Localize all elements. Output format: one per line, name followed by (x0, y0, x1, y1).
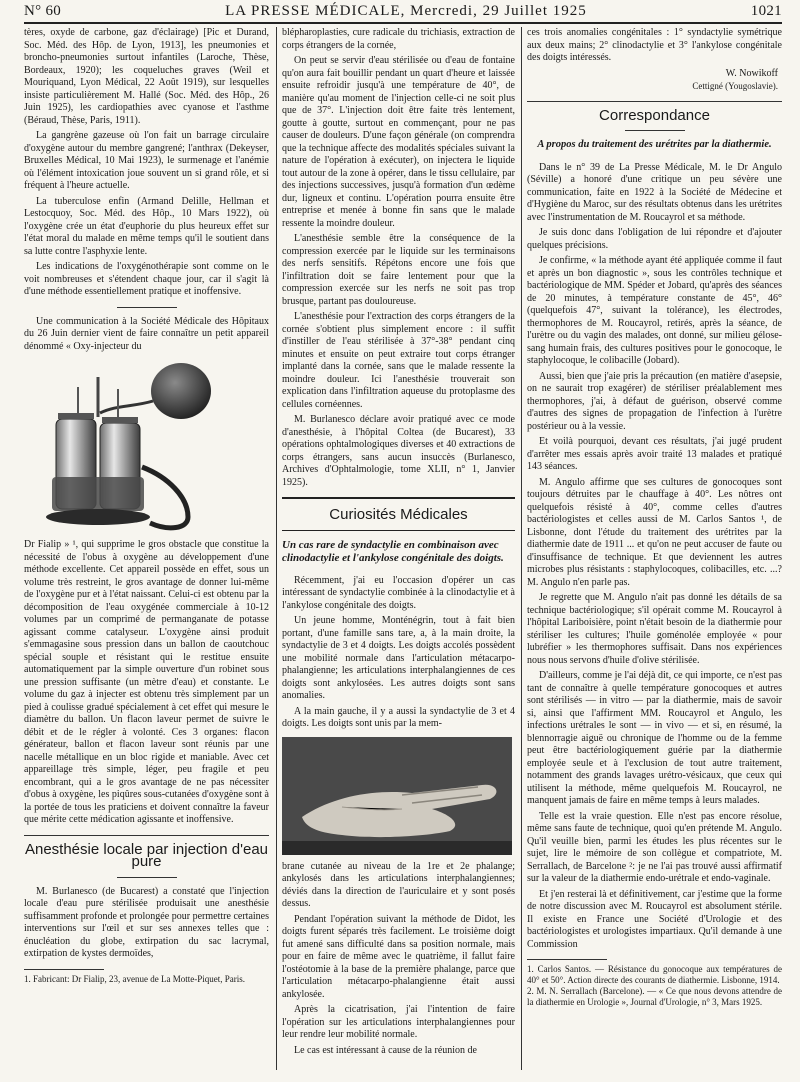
paragraph: Et j'en resterai là et définitivement, car j'estime que la forme de notre discussion avec M. Roucayrol est absolument stérile. Il existe en France une Société d'Urologie et des bactériologistes et urologistes impartiaux. Qu'il demande à une Commission (527, 888, 782, 950)
paragraph: tères, oxyde de carbone, gaz d'éclairage) [Pic et Durand, Soc. Méd. des Hôp. de Lyon, 1913], les pneumonies et broncho-pneumonies surtout infantiles (Laroche, Thèse, Bordeaux, 1920); les coqueluches graves (Weil et Mouriquand, Lyon Médical, 22 Août 1919), sur lesquelles insiste particulièrement M. Hallé (Soc. Méd. des Hôp., 26 Juin 1925), les cardiopathies avec cyanose et l'asthme (Béraud, Thèse, Paris, 1911). (24, 27, 269, 126)
paragraph: Et voilà pourquoi, devant ces résultats, j'ai jugé prudent d'arrêter mes essais après avoir traité 13 malades et pratiqué 143 séances. (527, 436, 782, 472)
article-subtitle: Un cas rare de syndactylie en combinaison avec clinodactylie et l'ankylose congénitale des doigts. (282, 538, 504, 564)
curiosites-header (282, 497, 515, 531)
section-title-curiosites: Curiosités Médicales (329, 506, 468, 523)
footnote: 1. Carlos Santos. — Résistance du gonocoque aux températures de 40° et 50°. Action directe des courants de diathermie. Lisbonne, 1914. (527, 964, 782, 985)
paragraph: brane cutanée au niveau de la 1re et 2e phalange; ankylosés dans les articulations interphalangiennes; déviés dans la direction de l'auriculaire et y sont posés dessus. (282, 860, 515, 909)
column-divider (521, 27, 522, 1070)
paragraph: On peut se servir d'eau stérilisée ou d'eau de fontaine qu'on aura fait bouillir pendant un quart d'heure et laissée ensuite refroidir jusqu'à une température de 40°, de manière qu'au moment de l'injection celle-ci ne soit plus que de 37°. L'injection doit être faite très lentement, goutte à goutte, surtout en commençant, pour ne pas causer de douleurs. D'une façon générale (on comprendra que la technique affecte des modalités spéciales suivant la nature de l'opération à exécuter), on injectera le liquide tout autour de la zone à opérer, dans le tissu cellulaire, par des injections successives, jusqu'à formation d'un œdème dur, ligneux et continu. L'opération pourra ensuite être entreprise et menée à bonne fin sans que le malade ressente la moindre douleur. (282, 55, 515, 229)
page-header (24, 0, 782, 22)
section-title-correspondance: Correspondance (599, 106, 710, 124)
paragraph: D'ailleurs, comme je l'ai déjà dit, ce qui importe, ce n'est pas tant de connaître à quelle température gonocoques et autres sont stérilisés — in vitro — par la diathermie, mais de savoir si, ainsi que l'affirment MM. Roucayrol et Angulo, les infections urétrales le sont — in vivo — et si, en résumé, la blennorragie aiguë ou chronique de l'homme ou de la femme peut être bactériologiquement guérie par la diathermie employée seule et à l'exclusion de tout autre traitement, notamment des grands lavages urétro-vésicaux, que ceux qui utilisent la méthode, même quelquefois M. Roucayrol, ne manquent jamais de faire en même temps à leurs malades. (527, 670, 782, 806)
header-rule (24, 22, 782, 24)
paragraph: Après la cicatrisation, j'ai l'intention de faire l'opération sur les articulations interphalangiennes pour leur rendre leur mobilité normale. (282, 1004, 515, 1040)
paragraph: L'anesthésie semble être la conséquence de la compression exercée par le liquide sur les terminaisons des nerfs sensitifs. Répétons encore une fois que l'infiltration doit se faire lentement pour que la compression exercée sur les nerfs ne soit pas trop brusque, partant pas douloureuse. (282, 233, 515, 307)
paragraph: Les indications de l'oxygénothérapie sont comme on le voit nombreuses et s'étendent chaque jour, car il s'agit là d'une méthode essentiellement pratique et inoffensive. (24, 261, 269, 297)
column-2 (282, 27, 515, 1082)
paragraph: Récemment, j'ai eu l'occasion d'opérer un cas intéressant de syndactylie combinée à la clinodactylie et à l'ankylose congénitale des doigts. (282, 574, 515, 611)
separator (24, 835, 269, 836)
paragraph: Un jeune homme, Monténégrin, tout à fait bien portant, d'une famille sans tare, a, à la main droite, la syndactylie de 3 et 4 doigts. Les doigts accolés possèdent une mobilité normale dans l'articulation métacarpo-phalangienne; les articulations interphalangiennes de ces doigts sont ankylosées. Les autres doigts sont sans anomalies. (282, 615, 515, 701)
paragraph: Aussi, bien que j'aie pris la précaution (en matière d'asepsie, on ne saurait trop exagérer) de stériliser préalablement mes thermophores, j'ai, à défaut de guérison, observé comme d'autres des signes de propagation de l'infection à l'urètre postérieur ou à la vessie. (527, 370, 782, 432)
oxy-injector-illustration (38, 357, 218, 535)
paragraph: M. Burlanesco (de Bucarest) a constaté que l'injection locale d'eau pure stérilisée produisait une anesthésie suffisamment profonde et prolongée pour permettre certaines interventions sur l'œil et sur ses annexes telles que : énucléation du globe, extirpation du sac lacrymal, extirpation de kystes dermoïdes, (24, 885, 269, 959)
footnote-rule (24, 969, 104, 970)
paragraph: ces trois anomalies congénitales : 1° syndactylie symétrique aux deux mains; 2° clinodactylie et 3° l'ankylose congénitale des doigts intéressés. (527, 27, 782, 63)
issue-number: N° 60 (24, 2, 62, 19)
paragraph: Dans le n° 39 de La Presse Médicale, M. le Dr Angulo (Séville) a honoré d'une critique un peu sévère une communication, faite en 1922 à la Société de Médecine et d'Hygiène du Maroc, sur des résultats obtenus dans les urétrites avec l'instrumentation de M. Roucayrol et sa méthode. (527, 161, 782, 223)
paragraph: M. Angulo affirme que ses cultures de gonocoques sont toujours détruites par le chauffage à 40°. Les nôtres ont quelquefois résisté à 40°, comme celles d'autres bactériologistes et celles aussi de M. Carlos Santos ¹, de Lisbonne, dont l'étude du traitement des urétrites par la diathermie date de 1911 ... et qu'on ne peut accuser de faute ou d'insuffisance de technique. Et que deviennent les autres microbes plus résistants : staphylocoques, colibacilles, etc. ...? M. Angulo n'en parle pas. (527, 476, 782, 588)
paragraph: Je confirme, « la méthode ayant été appliquée comme il faut et après un bon diagnostic », sous les contrôles technique et bactériologique de MM. Spéder et Jobard, qu'après des séances de 20 minutes, à température constante de 45°, 46° (quelquefois 47°, suivant la tolérance), les électrodes, thermophores de M. Roucayrol, retirés, après la séance, de l'urètre ou du vagin des malades, ont donné, sur milieu gélose-sang humain frais, des cultures positives pour le gonocoque, le staphylocoque, le colibacille (Jobard). (527, 255, 782, 366)
separator (117, 307, 177, 308)
page-number: 1021 (750, 2, 782, 19)
article-subtitle: A propos du traitement des urétrites par la diathermie. (537, 139, 772, 150)
paragraph: Dr Fialip » ¹, qui supprime le gros obstacle que constitue la nécessité de l'obus à oxygène au développement d'une méthode excellente. Cet appareil possède en effet, sous un volume très restreint, le gros avantage de donner lui-même de l'oxygène pur et à l'état naissant. Celui-ci est obtenu par la décomposition de l'eau oxygénée commerciale à 10-12 volumes par un comprimé de permanganate de potasse agissant comme catalyseur. L'oxygène ainsi produit s'emmagasine sous pression dans un ballon de caoutchouc spécial souple et résistant qui le restitue ensuite automatiquement par la simple ouverture d'un robinet sous une pression suffisante (un mètre d'eau) et constante. Le volume du gaz à injecter est obtenu très simplement par un pied à coulisse gradué spécialement à cet effet qui mesure le diamètre du ballon. Un flacon laveur permet de suivre le débit et de le régler à volonté. Ces 3 organes: flacon générateur, ballon et flacon laveur sont réunis par une nacelle métallique en un bloc rigide et maniable. Avec cet appareillage très simple, léger, peu fragile et peu encombrant, qui a le gros avantage de ne pas nécessiter d'obus à oxygène, les piqûres sous-cutanées d'oxygène sont à la portée de tous les praticiens et doivent connaître la faveur que mérite cette médication agissante et inoffensive. (24, 539, 269, 825)
author-signature: W. Nowikoff (725, 67, 778, 79)
footnote: 2. M. N. Serrallach (Barcelone). — « Ce que nous devons attendre de la diathermie en Urologie », Journal d'Urologie, n° 3, Mars 1925. (527, 986, 782, 1007)
paragraph: Telle est la vraie question. Elle n'est pas encore résolue, même sans faute de technique, quoi qu'en prétende M. Angulo. Qu'il veuille bien, parmi les études les plus récentes sur le sujet, lire le mémoire de son collègue et compatriote, M. Serrallach, de Barcelone ²: je ne l'ai pas trouvé aussi affirmatif sur la valeur de la diathermie endo-urétrale et endo-vaginale. (527, 810, 782, 884)
paragraph: La tuberculose enfin (Armand Delille, Hellman et Lestocquoy, Soc. Méd. des Hôp., 10 Mars 1922), où l'oxygène crée un état d'euphorie du plus heureux effet sur l'état moral du malade en même temps qu'il le soutient dans sa lutte contre l'asphyxie lente. (24, 195, 269, 257)
paragraph: Je suis donc dans l'obligation de lui répondre et d'ajouter quelques précisions. (527, 227, 782, 251)
paragraph: Je regrette que M. Angulo n'ait pas donné les détails de sa technique bactériologique; s'il opérait comme M. Roucayrol à l'hôpital Lariboisière, point n'était besoin de la diathermie pour stériliser les cultures; l'huile goménolée employée « pour lubréfier » les thermophores suffisait. Dans nos expériences nous nous servons d'huile d'olive stérilisée. (527, 592, 782, 666)
separator (625, 130, 685, 131)
section-title-anesthesie: Anesthésie locale par injection d'eau pure (24, 840, 269, 870)
paragraph: La gangrène gazeuse où l'on fait un barrage circulaire d'oxygène autour du membre gangrené; l'anthrax (Dekeyser, Bruxelles Médical, 10 Mai 1923), le surmenage et l'anémie où l'élément intoxication joue souvent un si grand rôle, et si fréquent à l'heure actuelle. (24, 130, 269, 191)
paragraph: A la main gauche, il y a aussi la syndactylie de 3 et 4 doigts. Les doigts sont unis par la mem- (282, 705, 515, 729)
column-divider (276, 27, 277, 1070)
hand-photograph (282, 737, 512, 855)
paragraph: blépharoplasties, cure radicale du trichiasis, extraction de corps étrangers de la cornée, (282, 27, 515, 51)
paragraph: Une communication à la Société Médicale des Hôpitaux du 26 Juin dernier vient de faire connaître un petit appareil dénommé « Oxy-injecteur du (24, 315, 269, 352)
paragraph: L'anesthésie pour l'extraction des corps étrangers de la cornée s'obtient plus simplement encore : il suffit d'instiller de l'eau stérilisée à 37°-38° pendant cinq minutes et ensuite on peut extraire tout corps étranger implanté dans la cornée, sans que le malade ressente la moindre douleur. Ici l'anesthésie trouverait son explication dans l'infiltration aqueuse du protoplasme des cellules cornéennes. (282, 311, 515, 410)
footnote: 1. Fabricant: Dr Fialip, 23, avenue de La Motte-Piquet, Paris. (24, 973, 245, 984)
separator (117, 877, 177, 878)
separator (527, 101, 782, 102)
footnote-rule (527, 959, 607, 960)
paragraph: Le cas est intéressant à cause de la réunion de (294, 1044, 477, 1056)
author-location: Cettigné (Yougoslavie). (692, 81, 778, 91)
paragraph: M. Burlanesco déclare avoir pratiqué avec ce mode d'anesthésie, à l'hôpital Coltea (de Bucarest), 33 opérations ophtalmologiques diverses et 40 extractions de corps étrangers, sans aucun insuccès (Burlanesco, Archives d'Ophtalmologie, tome XLII, n° 1, Janvier 1925). (282, 414, 515, 488)
newspaper-title: LA PRESSE MÉDICALE, Mercredi, 29 Juillet 1925 (225, 2, 587, 19)
column-1 (24, 27, 269, 1082)
column-3 (527, 27, 782, 1082)
paragraph: Pendant l'opération suivant la méthode de Didot, les doigts furent séparés très facilement. Le troisième doigt fut amené sans difficulté dans sa position normale, mais pour en faire de même avec le quatrième, il fallut faire l'ostéotomie à la base de la première phalange, parce que l'articulation métacarpo-phalangienne était aussi ankylosée. (282, 913, 515, 1000)
